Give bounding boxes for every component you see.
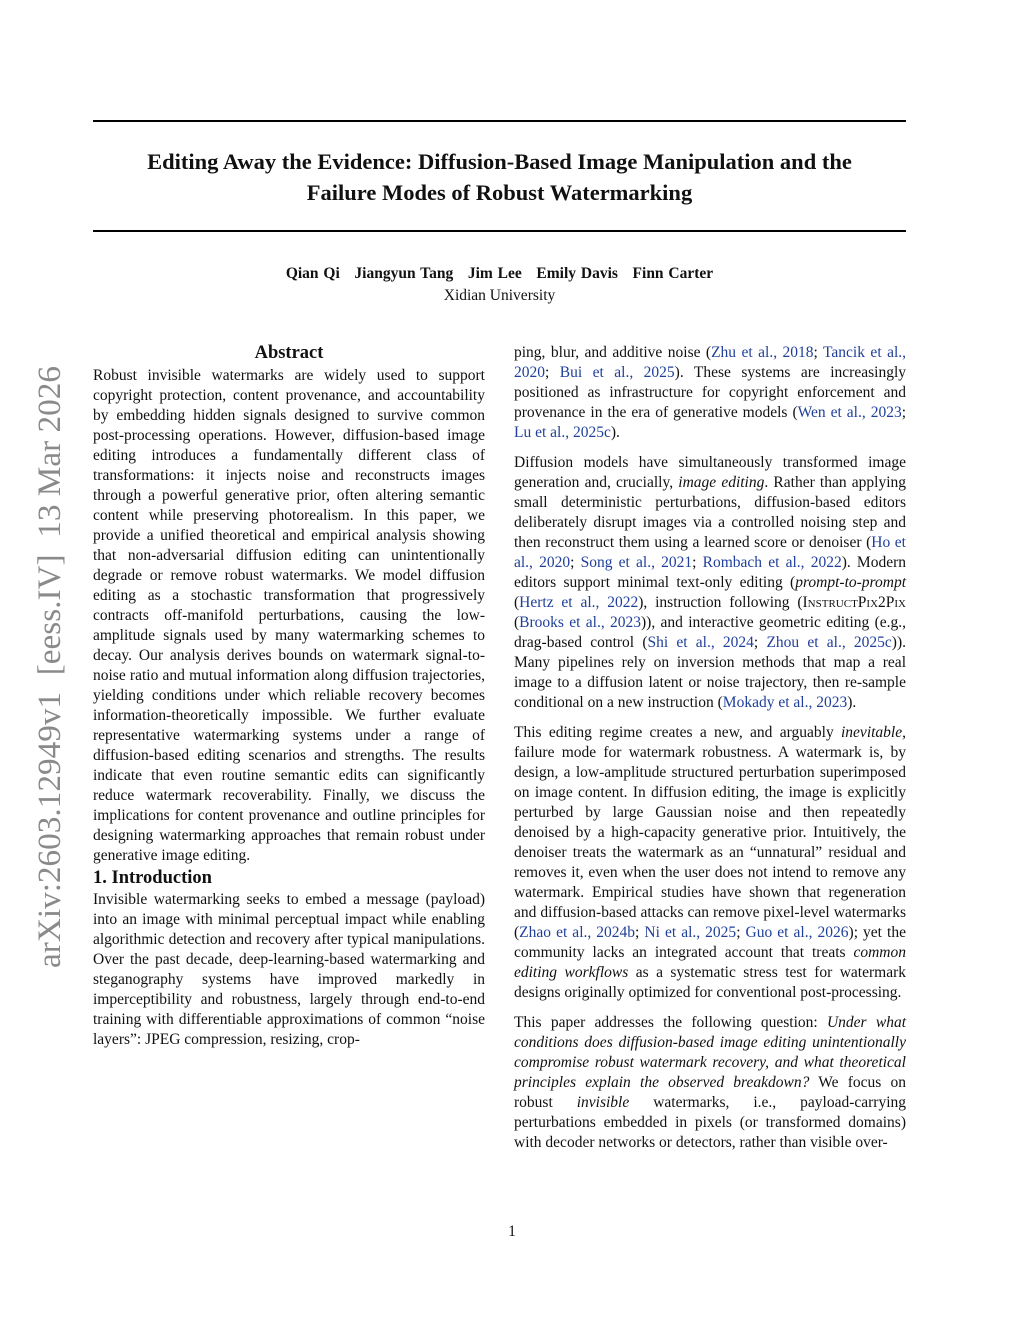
citation-link[interactable]: Song et al., 2021 — [580, 554, 693, 571]
citation-link[interactable]: Ni et al., 2025 — [644, 924, 737, 941]
intro-paragraph-2: ping, blur, and additive noise (Zhu et al., 2018; Tancik et al., 2020; Bui et al., 2025). These systems are increasingly positioned as infrastructure for copyright enforcement and provenance in the era of generative models (Wen et al., 2023; Lu et al., 2025c). — [514, 344, 907, 441]
citation-link[interactable]: Wen et al., 2023 — [797, 404, 902, 421]
title-line-1: Editing Away the Evidence: Diffusion-Based Image Manipulation and the — [147, 149, 852, 174]
right-column — [514, 343, 906, 1153]
page-number: 1 — [508, 1223, 516, 1240]
arxiv-stamp — [30, 364, 70, 968]
citation-link[interactable]: Mokady et al., 2023 — [722, 694, 848, 711]
intro-paragraph-3: Diffusion models have simultaneously transformed image generation and, crucially, image editing. Rather than applying small deterministic perturbations, diffusion-based editors deliberately disrupt images via a controlled noising step and then reconstruct them using a learned score or denoiser (Ho et al., 2020; Song et al., 2021; Rombach et al., 2022). Modern editors support minimal text-only editing (prompt-to-prompt (Hertz et al., 2022), instruction following (InstructPix2Pix (Brooks et al., 2023)), and interactive geometric editing (e.g., drag-based control (Shi et al., 2024; Zhou et al., 2025c)). Many pipelines rely on inversion methods that map a real image to a diffusion latent or noise trajectory, then re-sample conditional on a new instruction (Mokady et al., 2023). — [514, 454, 907, 711]
intro-paragraph-1: Invisible watermarking seeks to embed a message (payload) into an image with minimal perceptual impact while enabling algorithmic detection and recovery after typical manipulations. Over the past decade, deep-learning-based watermarking and steganography systems have improved markedly in imperceptibility and robustness, largely through end-to-end training with differentiable approximations of common “noise layers”: JPEG compression, resizing, crop- — [93, 891, 485, 1048]
citation-link[interactable]: Ho et al., 2020 — [514, 534, 906, 571]
citation-link[interactable]: Lu et al., 2025c — [514, 424, 611, 441]
bottom-rule — [93, 230, 906, 232]
affiliation: Xidian University — [443, 287, 556, 304]
left-column — [93, 340, 485, 1050]
citation-link[interactable]: Hertz et al., 2022 — [519, 594, 639, 611]
intro-paragraph-5: This paper addresses the following question: Under what conditions does diffusion-based image editing unintentionally compromise robust watermark recovery, and what theoretical principles explain the observed breakdown? We focus on robust invisible watermarks, i.e., payload-carrying perturbations embedded in pixels (or transformed domains) with decoder networks or detectors, rather than visible over- — [514, 1014, 906, 1151]
citation-link[interactable]: Rombach et al., 2022 — [702, 554, 842, 571]
section-heading-introduction: 1. Introduction — [93, 868, 212, 888]
title-line-2: Failure Modes of Robust Watermarking — [306, 180, 693, 205]
citation-link[interactable]: Brooks et al., 2023 — [519, 614, 642, 631]
citation-link[interactable]: Guo et al., 2026 — [745, 924, 849, 941]
citation-link[interactable]: Shi et al., 2024 — [647, 634, 754, 651]
arxiv-stamp-text: arXiv:2603.12949v1 [eess.IV] 13 Mar 2026 — [32, 370, 68, 968]
citation-link[interactable]: Zhou et al., 2025c — [766, 634, 892, 651]
citation-link[interactable]: Zhao et al., 2024b — [519, 924, 636, 941]
citation-link[interactable]: Zhu et al., 2018 — [711, 344, 814, 361]
abstract-heading: Abstract — [254, 343, 324, 363]
top-rule — [93, 120, 906, 122]
citation-link[interactable]: Bui et al., 2025 — [559, 364, 675, 381]
paper-title — [93, 146, 906, 208]
intro-paragraph-4: This editing regime creates a new, and arguably inevitable, failure mode for watermark robustness. A watermark is, by design, a low-amplitude structured perturbation superimposed on image content. In diffusion editing, the image is explicitly perturbed by large Gaussian noise and then repeatedly denoised by a high-capacity generative prior. Intuitively, the denoiser treats the watermark as an “unnatural” residual and removes it, even when the user does not intend to remove any watermark. Empirical studies have shown that regeneration and diffusion-based attacks can remove pixel-level watermarks (Zhao et al., 2024b; Ni et al., 2025; Guo et al., 2026); yet the community lacks an integrated account that treats common editing workflows as a systematic stress test for watermark designs originally optimized for conventional post-processing. — [514, 724, 906, 1001]
author-list: Qian Qi Jiangyun Tang Jim Lee Emily Davis Finn Carter — [285, 265, 714, 282]
abstract-text: Robust invisible watermarks are widely used to support copyright protection, content provenance, and accountability by embedding hidden signals designed to survive common post-processing operations. However, diffusion-based image editing introduces a fundamentally different class of transformations: it injects noise and reconstructs images through a powerful generative prior, often altering semantic content while preserving photorealism. In this paper, we provide a unified theoretical and empirical analysis showing that non-adversarial diffusion editing can unintentionally degrade or remove robust watermarks. We model diffusion editing as a stochastic transformation that progressively contracts off-manifold perturbations, causing the low-amplitude signals used by many watermarking schemes to decay. Our analysis derives bounds on watermark signal-to-noise ratio and mutual information along diffusion trajectories, yielding conditions under which reliable recovery becomes information-theoretically impossible. We further evaluate representative watermarking systems under a range of diffusion-based editing scenarios and strengths. The results indicate that even routine semantic edits can significantly reduce watermark recoverability. Finally, we discuss the implications for content provenance and outline principles for designing watermarking approaches that remain robust under generative image editing. — [93, 367, 485, 864]
citation-link[interactable]: Tancik et al., 2020 — [514, 344, 907, 381]
